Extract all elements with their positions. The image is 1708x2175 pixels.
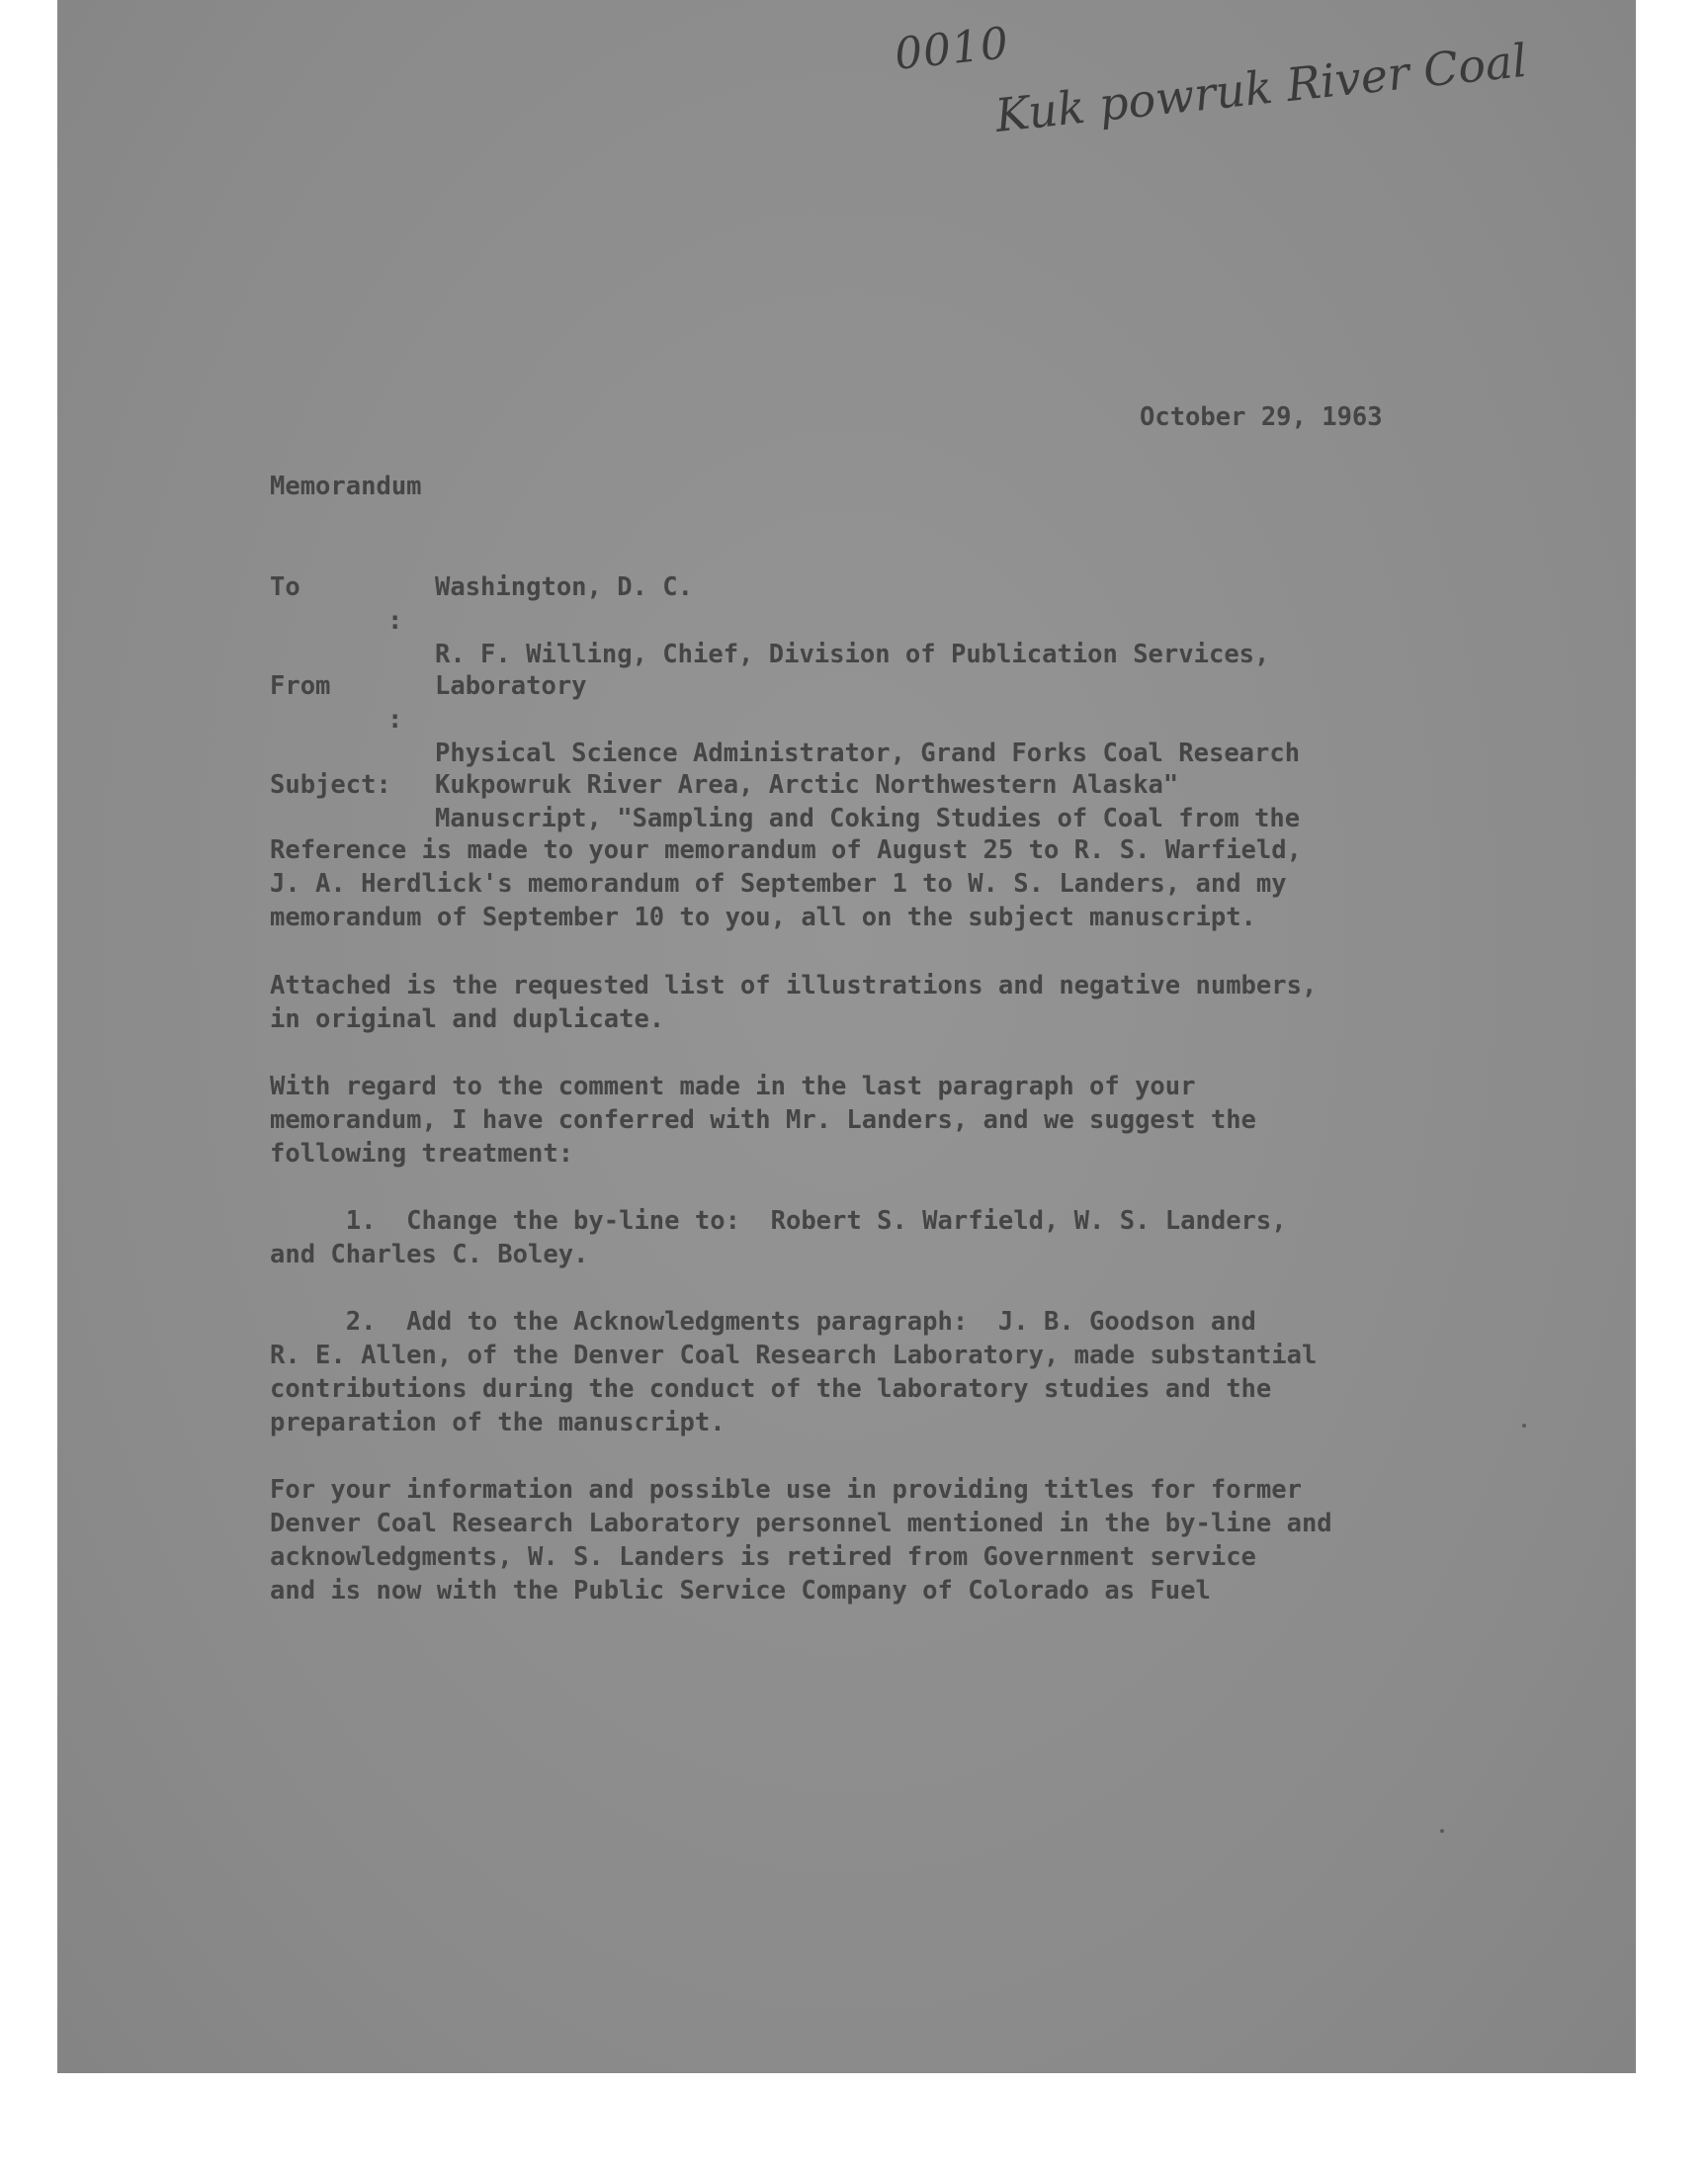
to-colon: : [387,606,403,636]
from-line-2: Laboratory [435,671,587,701]
memo-paragraph-line: memorandum, I have conferred with Mr. Landers, and we suggest the [270,1105,1256,1135]
memo-paragraph [270,1204,1287,1271]
memo-paragraph-line: R. E. Allen, of the Denver Coal Research Laboratory, made substantial [270,1341,1318,1370]
memo-paragraph-line: memorandum of September 10 to you, all on the subject manuscript. [270,903,1256,932]
to-line-2: Washington, D. C. [435,572,693,602]
memo-paragraph-line: preparation of the manuscript. [270,1408,726,1437]
memo-paragraph-line: in original and duplicate. [270,1004,665,1034]
memo-paragraph-line: With regard to the comment made in the last paragraph of your [270,1072,1196,1101]
from-line-1: Physical Science Administrator, Grand Forks Coal Research [435,739,1301,768]
memo-paragraph [270,969,1317,1036]
memo-paragraph-line: J. A. Herdlick's memorandum of September 1 to W. S. Landers, and my [270,869,1287,899]
memo-paragraph-line: Attached is the requested list of illustrations and negative numbers, [270,971,1318,1000]
memo-date: October 29, 1963 [1140,402,1383,432]
memo-paragraph-line: 2. Add to the Acknowledgments paragraph: J. B. Goodson and [270,1307,1256,1337]
memo-paragraph [270,833,1302,934]
memo-paragraph-line: contributions during the conduct of the laboratory studies and the [270,1374,1272,1404]
memo-paragraph-line: and is now with the Public Service Company of Colorado as Fuel [270,1576,1211,1606]
memo-paragraph-line: and Charles C. Boley. [270,1240,589,1269]
from-label: From [270,671,331,701]
subject-line-2: Kukpowruk River Area, Arctic Northwestern Alaska" [435,770,1179,800]
memo-paragraph-line: Reference is made to your memorandum of August 25 to R. S. Warfield, [270,835,1302,865]
handwritten-subject-note: Kuk powruk River Coal [992,33,1530,143]
to-line-1: R. F. Willing, Chief, Division of Publication Services, [435,640,1270,669]
memo-paragraph [270,1305,1317,1439]
memo-paragraph [270,1070,1256,1171]
memo-paragraph-line: 1. Change the by-line to: Robert S. Warfield, W. S. Landers, [270,1206,1287,1236]
memo-paragraph-line: acknowledgments, W. S. Landers is retired from Government service [270,1542,1256,1572]
memo-paragraph [270,1473,1332,1608]
to-label: To [270,572,300,602]
memo-paragraph-line: For your information and possible use in providing titles for former [270,1475,1302,1505]
handwritten-file-code: 0010 [892,18,1012,80]
subject-line-1: Manuscript, "Sampling and Coking Studies of Coal from the [435,804,1301,833]
scan-speck [1522,1424,1526,1428]
subject-label: Subject: [270,770,391,800]
memo-paragraph-line: Denver Coal Research Laboratory personnel mentioned in the by-line and [270,1509,1332,1538]
from-colon: : [387,705,403,735]
memo-paragraph-line: following treatment: [270,1139,574,1169]
scanned-page [57,0,1636,2073]
memo-heading: Memorandum [270,472,422,501]
scan-speck [1440,1829,1444,1833]
